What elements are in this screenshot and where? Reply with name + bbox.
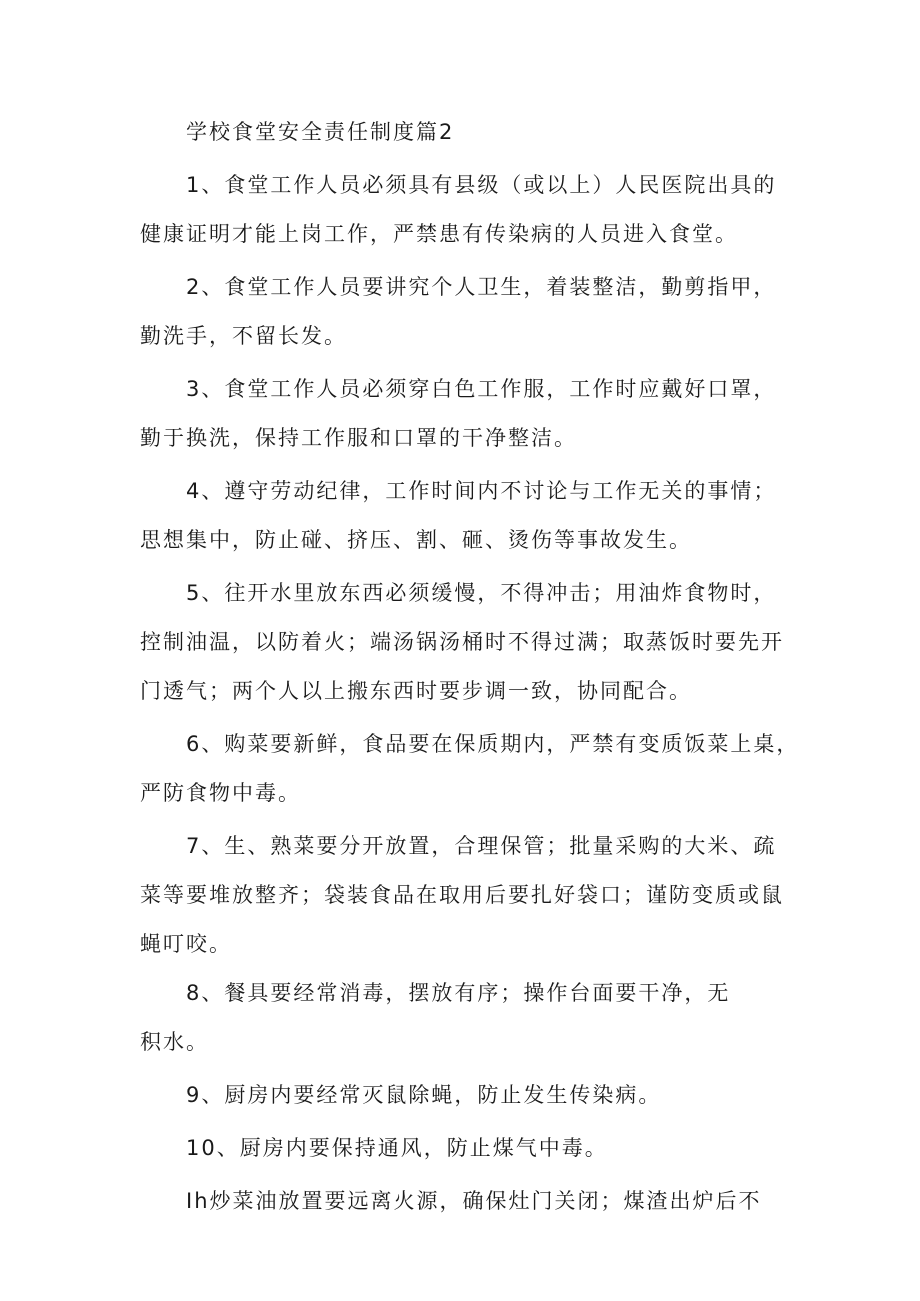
paragraph-line: 健康证明才能上岗工作，严禁患有传染病的人员进入食堂。: [140, 222, 738, 246]
paragraph-line: 4、遵守劳动纪律，工作时间内不讨论与工作无关的事情；: [186, 479, 777, 503]
paragraph-line: 菜等要堆放整齐；袋装食品在取用后要扎好袋口；谨防变质或鼠: [140, 883, 784, 907]
paragraph-2: [140, 263, 790, 361]
paragraph-7: [140, 822, 790, 969]
paragraph-line: 勤洗手，不留长发。: [140, 324, 347, 348]
paragraph-line: 勤于换洗，保持工作服和口罩的干净整洁。: [140, 426, 577, 450]
paragraph-line: 2、食堂工作人员要讲究个人卫生，着装整洁，勤剪指甲，: [186, 275, 777, 299]
paragraph-line: 蝇叮咬。: [140, 932, 232, 956]
paragraph-line: 严防食物中毒。: [140, 781, 301, 805]
paragraph-line: Ih炒菜油放置要远离火源，确保灶门关闭；煤渣出炉后不: [186, 1189, 762, 1213]
paragraph-9: [140, 1071, 790, 1120]
paragraph-10: [140, 1124, 790, 1173]
paragraph-line: 3、食堂工作人员必须穿白色工作服，工作时应戴好口罩，: [186, 377, 777, 401]
paragraph-line: 6、购菜要新鲜，食品要在保质期内，严禁有变质饭菜上桌，: [186, 732, 800, 756]
paragraph-4: [140, 467, 790, 565]
document-title: 学校食堂安全责任制度篇2: [186, 120, 455, 144]
paragraph-line: 积水。: [140, 1030, 209, 1054]
paragraph-5: [140, 569, 790, 716]
paragraph-6: [140, 720, 800, 818]
document-body: [140, 108, 800, 1226]
paragraph-line: 5、往开水里放东西必须缓慢，不得冲击；用油炸食物时，: [186, 581, 777, 605]
paragraph-8: [140, 969, 790, 1067]
paragraph-line: 1、食堂工作人员必须具有县级（或以上）人民医院出具的: [186, 173, 777, 197]
paragraph-1: [140, 161, 790, 259]
paragraph-3: [140, 365, 790, 463]
paragraph-line: 9、厨房内要经常灭鼠除蝇，防止发生传染病。: [186, 1083, 662, 1107]
paragraph-line: 门透气；两个人以上搬东西时要步调一致，协同配合。: [140, 679, 692, 703]
paragraph-line: 思想集中，防止碰、挤压、割、砸、烫伤等事故发生。: [140, 528, 692, 552]
paragraph-line: 控制油温，以防着火；端汤锅汤桶时不得过满；取蒸饭时要先开: [140, 630, 784, 654]
paragraph-line: 7、生、熟菜要分开放置，合理保管；批量采购的大米、疏: [186, 834, 777, 858]
paragraph-11: [140, 1177, 790, 1226]
paragraph-line: 8、餐具要经常消毒，摆放有序；操作台面要干净，无: [186, 981, 731, 1005]
paragraph-line: 10、厨房内要保持通风，防止煤气中毒。: [186, 1136, 608, 1160]
